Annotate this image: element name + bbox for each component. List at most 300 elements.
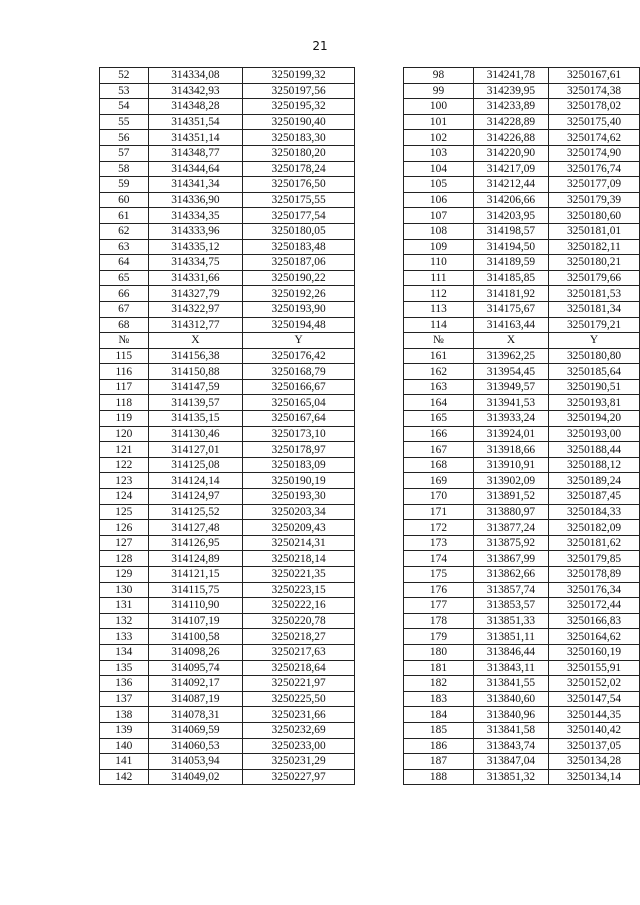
column-gap: [355, 442, 404, 458]
point-number-left: 118: [100, 395, 149, 411]
y-coordinate-left: 3250203,34: [243, 504, 355, 520]
column-gap: [355, 114, 404, 130]
point-number-left: 64: [100, 255, 149, 271]
table-row: [100, 535, 640, 551]
header-x-right: X: [473, 333, 548, 349]
column-gap: [355, 426, 404, 442]
y-coordinate-right: 3250166,83: [549, 613, 640, 629]
header-y-right: Y: [549, 333, 640, 349]
y-coordinate-left: 3250190,19: [243, 473, 355, 489]
table-row: [100, 114, 640, 130]
point-number-right: 181: [404, 660, 474, 676]
point-number-right: 166: [404, 426, 474, 442]
point-number-left: 126: [100, 520, 149, 536]
table-row: [100, 83, 640, 99]
y-coordinate-left: 3250190,22: [243, 270, 355, 286]
y-coordinate-left: 3250218,27: [243, 629, 355, 645]
y-coordinate-left: 3250221,35: [243, 567, 355, 583]
header-x-left: X: [148, 333, 243, 349]
point-number-right: 167: [404, 442, 474, 458]
point-number-right: 175: [404, 567, 474, 583]
point-number-left: 62: [100, 223, 149, 239]
y-coordinate-left: 3250195,32: [243, 99, 355, 115]
x-coordinate-left: 314053,94: [148, 754, 243, 770]
x-coordinate-right: 313875,92: [473, 535, 548, 551]
x-coordinate-left: 314351,14: [148, 130, 243, 146]
point-number-left: 131: [100, 598, 149, 614]
column-gap: [355, 177, 404, 193]
y-coordinate-right: 3250134,28: [549, 754, 640, 770]
y-coordinate-left: 3250183,48: [243, 239, 355, 255]
table-row: [100, 270, 640, 286]
column-gap: [355, 223, 404, 239]
point-number-right: 110: [404, 255, 474, 271]
x-coordinate-left: 314069,59: [148, 722, 243, 738]
x-coordinate-right: 314203,95: [473, 208, 548, 224]
y-coordinate-left: 3250220,78: [243, 613, 355, 629]
column-gap: [355, 286, 404, 302]
table-row: [100, 301, 640, 317]
x-coordinate-left: 314334,75: [148, 255, 243, 271]
point-number-left: 133: [100, 629, 149, 645]
point-number-right: 111: [404, 270, 474, 286]
y-coordinate-right: 3250144,35: [549, 707, 640, 723]
x-coordinate-right: 314226,88: [473, 130, 548, 146]
y-coordinate-right: 3250175,40: [549, 114, 640, 130]
x-coordinate-left: 314150,88: [148, 364, 243, 380]
column-gap: [355, 348, 404, 364]
x-coordinate-right: 313851,11: [473, 629, 548, 645]
table-row: [100, 582, 640, 598]
x-coordinate-left: 314121,15: [148, 567, 243, 583]
column-gap: [355, 208, 404, 224]
table-row: [100, 707, 640, 723]
column-gap: [355, 738, 404, 754]
column-gap: [355, 83, 404, 99]
point-number-left: 140: [100, 738, 149, 754]
x-coordinate-right: 313877,24: [473, 520, 548, 536]
x-coordinate-right: 313843,74: [473, 738, 548, 754]
y-coordinate-left: 3250178,24: [243, 161, 355, 177]
y-coordinate-right: 3250187,45: [549, 489, 640, 505]
x-coordinate-left: 314327,79: [148, 286, 243, 302]
column-gap: [355, 395, 404, 411]
y-coordinate-left: 3250167,64: [243, 411, 355, 427]
point-number-left: 132: [100, 613, 149, 629]
column-gap: [355, 504, 404, 520]
column-gap: [355, 691, 404, 707]
y-coordinate-right: 3250193,00: [549, 426, 640, 442]
y-coordinate-left: 3250183,30: [243, 130, 355, 146]
table-row: [100, 223, 640, 239]
column-gap: [355, 567, 404, 583]
column-gap: [355, 239, 404, 255]
y-coordinate-left: 3250232,69: [243, 722, 355, 738]
y-coordinate-right: 3250147,54: [549, 691, 640, 707]
point-number-left: 65: [100, 270, 149, 286]
x-coordinate-left: 314342,93: [148, 83, 243, 99]
point-number-right: 165: [404, 411, 474, 427]
point-number-left: 141: [100, 754, 149, 770]
x-coordinate-left: 314095,74: [148, 660, 243, 676]
x-coordinate-right: 314228,89: [473, 114, 548, 130]
x-coordinate-right: 313851,33: [473, 613, 548, 629]
column-gap: [355, 145, 404, 161]
x-coordinate-left: 314127,01: [148, 442, 243, 458]
table-row: [100, 411, 640, 427]
table-row: [100, 722, 640, 738]
y-coordinate-left: 3250193,30: [243, 489, 355, 505]
point-number-right: 184: [404, 707, 474, 723]
y-coordinate-right: 3250184,33: [549, 504, 640, 520]
point-number-left: 134: [100, 644, 149, 660]
point-number-right: 162: [404, 364, 474, 380]
point-number-left: 136: [100, 676, 149, 692]
y-coordinate-left: 3250222,16: [243, 598, 355, 614]
y-coordinate-left: 3250177,54: [243, 208, 355, 224]
table-row: [100, 192, 640, 208]
y-coordinate-left: 3250223,15: [243, 582, 355, 598]
x-coordinate-right: 314175,67: [473, 301, 548, 317]
x-coordinate-right: 314206,66: [473, 192, 548, 208]
y-coordinate-left: 3250227,97: [243, 769, 355, 785]
y-coordinate-left: 3250176,42: [243, 348, 355, 364]
column-gap: [355, 270, 404, 286]
point-number-left: 54: [100, 99, 149, 115]
point-number-right: 182: [404, 676, 474, 692]
point-number-left: 137: [100, 691, 149, 707]
page-number: 21: [312, 39, 328, 53]
table-row: [100, 177, 640, 193]
point-number-right: 180: [404, 644, 474, 660]
table-row: [100, 769, 640, 785]
y-coordinate-right: 3250193,81: [549, 395, 640, 411]
coordinates-table: [99, 67, 640, 785]
y-coordinate-right: 3250181,53: [549, 286, 640, 302]
point-number-left: 121: [100, 442, 149, 458]
table-row: [100, 99, 640, 115]
y-coordinate-right: 3250164,62: [549, 629, 640, 645]
point-number-right: 188: [404, 769, 474, 785]
x-coordinate-left: 314156,38: [148, 348, 243, 364]
point-number-right: 163: [404, 379, 474, 395]
x-coordinate-right: 314163,44: [473, 317, 548, 333]
table-row: [100, 364, 640, 380]
x-coordinate-right: 313862,66: [473, 567, 548, 583]
column-gap: [355, 473, 404, 489]
table-row: [100, 442, 640, 458]
x-coordinate-left: 314115,75: [148, 582, 243, 598]
table-row: [100, 208, 640, 224]
y-coordinate-right: 3250181,34: [549, 301, 640, 317]
point-number-right: 174: [404, 551, 474, 567]
point-number-left: 117: [100, 379, 149, 395]
header-num-left: №: [100, 333, 149, 349]
y-coordinate-left: 3250183,09: [243, 457, 355, 473]
x-coordinate-right: 313949,57: [473, 379, 548, 395]
y-coordinate-right: 3250182,09: [549, 520, 640, 536]
x-coordinate-left: 314078,31: [148, 707, 243, 723]
y-coordinate-right: 3250176,74: [549, 161, 640, 177]
x-coordinate-right: 313902,09: [473, 473, 548, 489]
y-coordinate-left: 3250197,56: [243, 83, 355, 99]
point-number-left: 66: [100, 286, 149, 302]
x-coordinate-right: 313851,32: [473, 769, 548, 785]
y-coordinate-right: 3250194,20: [549, 411, 640, 427]
x-coordinate-left: 314100,58: [148, 629, 243, 645]
y-coordinate-right: 3250134,14: [549, 769, 640, 785]
y-coordinate-left: 3250199,32: [243, 68, 355, 84]
table-row: [100, 161, 640, 177]
y-coordinate-right: 3250174,62: [549, 130, 640, 146]
point-number-left: 128: [100, 551, 149, 567]
x-coordinate-left: 314344,64: [148, 161, 243, 177]
header-y-left: Y: [243, 333, 355, 349]
x-coordinate-right: 314181,92: [473, 286, 548, 302]
x-coordinate-right: 313954,45: [473, 364, 548, 380]
x-coordinate-left: 314312,77: [148, 317, 243, 333]
x-coordinate-right: 314239,95: [473, 83, 548, 99]
x-coordinate-left: 314125,08: [148, 457, 243, 473]
x-coordinate-right: 313962,25: [473, 348, 548, 364]
x-coordinate-left: 314351,54: [148, 114, 243, 130]
column-gap: [355, 598, 404, 614]
column-gap: [355, 457, 404, 473]
column-gap: [355, 130, 404, 146]
y-coordinate-left: 3250218,64: [243, 660, 355, 676]
y-coordinate-right: 3250155,91: [549, 660, 640, 676]
point-number-left: 119: [100, 411, 149, 427]
y-coordinate-right: 3250172,44: [549, 598, 640, 614]
x-coordinate-left: 314348,28: [148, 99, 243, 115]
point-number-right: 169: [404, 473, 474, 489]
y-coordinate-left: 3250231,29: [243, 754, 355, 770]
column-gap: [355, 551, 404, 567]
table-row: [100, 426, 640, 442]
point-number-left: 120: [100, 426, 149, 442]
y-coordinate-right: 3250178,89: [549, 567, 640, 583]
y-coordinate-right: 3250167,61: [549, 68, 640, 84]
y-coordinate-right: 3250174,90: [549, 145, 640, 161]
column-gap: [355, 317, 404, 333]
x-coordinate-left: 314139,57: [148, 395, 243, 411]
x-coordinate-right: 313941,53: [473, 395, 548, 411]
point-number-right: 100: [404, 99, 474, 115]
table-row: [100, 660, 640, 676]
y-coordinate-right: 3250179,85: [549, 551, 640, 567]
y-coordinate-left: 3250225,50: [243, 691, 355, 707]
point-number-left: 68: [100, 317, 149, 333]
point-number-left: 58: [100, 161, 149, 177]
y-coordinate-right: 3250179,21: [549, 317, 640, 333]
table-row: [100, 145, 640, 161]
point-number-right: 185: [404, 722, 474, 738]
y-coordinate-left: 3250176,50: [243, 177, 355, 193]
point-number-left: 67: [100, 301, 149, 317]
y-coordinate-right: 3250137,05: [549, 738, 640, 754]
x-coordinate-right: 313891,52: [473, 489, 548, 505]
column-gap: [355, 364, 404, 380]
y-coordinate-left: 3250233,00: [243, 738, 355, 754]
x-coordinate-right: 313867,99: [473, 551, 548, 567]
y-coordinate-right: 3250176,34: [549, 582, 640, 598]
x-coordinate-right: 313840,60: [473, 691, 548, 707]
x-coordinate-right: 313841,55: [473, 676, 548, 692]
point-number-left: 138: [100, 707, 149, 723]
x-coordinate-right: 313843,11: [473, 660, 548, 676]
y-coordinate-right: 3250152,02: [549, 676, 640, 692]
point-number-right: 113: [404, 301, 474, 317]
x-coordinate-left: 314049,02: [148, 769, 243, 785]
y-coordinate-left: 3250175,55: [243, 192, 355, 208]
y-coordinate-right: 3250182,11: [549, 239, 640, 255]
x-coordinate-left: 314126,95: [148, 535, 243, 551]
x-coordinate-left: 314127,48: [148, 520, 243, 536]
table-row: [100, 130, 640, 146]
x-coordinate-left: 314135,15: [148, 411, 243, 427]
point-number-left: 116: [100, 364, 149, 380]
x-coordinate-right: 313840,96: [473, 707, 548, 723]
point-number-left: 125: [100, 504, 149, 520]
column-gap: [355, 489, 404, 505]
x-coordinate-left: 314098,26: [148, 644, 243, 660]
y-coordinate-left: 3250187,06: [243, 255, 355, 271]
x-coordinate-right: 314194,50: [473, 239, 548, 255]
y-coordinate-left: 3250178,97: [243, 442, 355, 458]
point-number-left: 129: [100, 567, 149, 583]
y-coordinate-left: 3250166,67: [243, 379, 355, 395]
y-coordinate-right: 3250189,24: [549, 473, 640, 489]
x-coordinate-left: 314341,34: [148, 177, 243, 193]
point-number-right: 172: [404, 520, 474, 536]
column-gap: [355, 333, 404, 349]
x-coordinate-left: 314092,17: [148, 676, 243, 692]
point-number-left: 142: [100, 769, 149, 785]
y-coordinate-left: 3250165,04: [243, 395, 355, 411]
point-number-left: 130: [100, 582, 149, 598]
table-row: [100, 239, 640, 255]
x-coordinate-right: 313847,04: [473, 754, 548, 770]
table-row: [100, 754, 640, 770]
point-number-right: 178: [404, 613, 474, 629]
y-coordinate-right: 3250160,19: [549, 644, 640, 660]
table-row: [100, 348, 640, 364]
point-number-right: 105: [404, 177, 474, 193]
x-coordinate-left: 314107,19: [148, 613, 243, 629]
y-coordinate-left: 3250217,63: [243, 644, 355, 660]
y-coordinate-right: 3250185,64: [549, 364, 640, 380]
point-number-right: 104: [404, 161, 474, 177]
point-number-right: 98: [404, 68, 474, 84]
y-coordinate-right: 3250180,80: [549, 348, 640, 364]
y-coordinate-right: 3250180,60: [549, 208, 640, 224]
x-coordinate-left: 314336,90: [148, 192, 243, 208]
point-number-right: 183: [404, 691, 474, 707]
point-number-right: 168: [404, 457, 474, 473]
point-number-left: 135: [100, 660, 149, 676]
point-number-right: 186: [404, 738, 474, 754]
point-number-right: 177: [404, 598, 474, 614]
y-coordinate-left: 3250180,20: [243, 145, 355, 161]
y-coordinate-right: 3250188,12: [549, 457, 640, 473]
point-number-left: 139: [100, 722, 149, 738]
table-row: [100, 691, 640, 707]
point-number-right: 106: [404, 192, 474, 208]
point-number-right: 108: [404, 223, 474, 239]
column-gap: [355, 68, 404, 84]
table-row: [100, 738, 640, 754]
x-coordinate-right: 314217,09: [473, 161, 548, 177]
x-coordinate-right: 314212,44: [473, 177, 548, 193]
table-row: [100, 567, 640, 583]
y-coordinate-right: 3250188,44: [549, 442, 640, 458]
table-row: [100, 644, 640, 660]
point-number-left: 55: [100, 114, 149, 130]
x-coordinate-right: 314185,85: [473, 270, 548, 286]
point-number-left: 123: [100, 473, 149, 489]
x-coordinate-right: 314189,59: [473, 255, 548, 271]
point-number-left: 122: [100, 457, 149, 473]
point-number-right: 114: [404, 317, 474, 333]
x-coordinate-right: 313933,24: [473, 411, 548, 427]
column-gap: [355, 411, 404, 427]
column-gap: [355, 379, 404, 395]
point-number-right: 101: [404, 114, 474, 130]
y-coordinate-right: 3250190,51: [549, 379, 640, 395]
y-coordinate-left: 3250231,66: [243, 707, 355, 723]
x-coordinate-right: 313841,58: [473, 722, 548, 738]
x-coordinate-left: 314333,96: [148, 223, 243, 239]
x-coordinate-right: 313846,44: [473, 644, 548, 660]
column-gap: [355, 754, 404, 770]
x-coordinate-right: 313924,01: [473, 426, 548, 442]
column-gap: [355, 255, 404, 271]
point-number-left: 52: [100, 68, 149, 84]
y-coordinate-right: 3250179,66: [549, 270, 640, 286]
y-coordinate-left: 3250173,10: [243, 426, 355, 442]
x-coordinate-left: 314331,66: [148, 270, 243, 286]
point-number-right: 164: [404, 395, 474, 411]
point-number-right: 171: [404, 504, 474, 520]
table-row: [100, 379, 640, 395]
column-gap: [355, 707, 404, 723]
x-coordinate-left: 314087,19: [148, 691, 243, 707]
x-coordinate-right: 314233,89: [473, 99, 548, 115]
y-coordinate-left: 3250192,26: [243, 286, 355, 302]
point-number-right: 187: [404, 754, 474, 770]
x-coordinate-right: 313880,97: [473, 504, 548, 520]
column-gap: [355, 644, 404, 660]
point-number-right: 99: [404, 83, 474, 99]
point-number-right: 170: [404, 489, 474, 505]
y-coordinate-left: 3250209,43: [243, 520, 355, 536]
table-row: [100, 551, 640, 567]
table-row: [100, 317, 640, 333]
table-row: [100, 598, 640, 614]
point-number-right: 109: [404, 239, 474, 255]
column-gap: [355, 301, 404, 317]
x-coordinate-right: 314220,90: [473, 145, 548, 161]
y-coordinate-left: 3250214,31: [243, 535, 355, 551]
column-gap: [355, 535, 404, 551]
x-coordinate-right: 313918,66: [473, 442, 548, 458]
point-number-left: 53: [100, 83, 149, 99]
y-coordinate-right: 3250140,42: [549, 722, 640, 738]
x-coordinate-left: 314130,46: [148, 426, 243, 442]
table-row: [100, 286, 640, 302]
y-coordinate-right: 3250179,39: [549, 192, 640, 208]
column-gap: [355, 520, 404, 536]
